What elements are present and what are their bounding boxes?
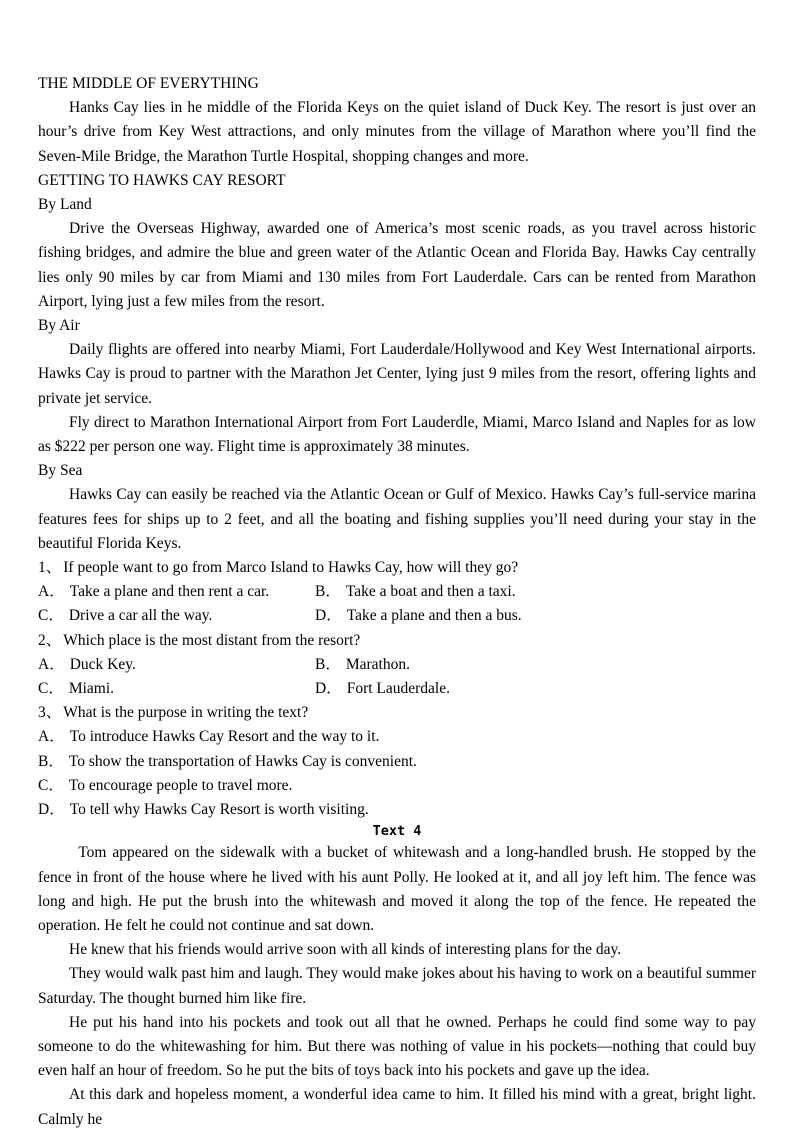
question-3-option-c	[38, 774, 756, 798]
question-3-option-d	[38, 798, 756, 822]
text4-section-heading: Text 4	[372, 823, 422, 840]
question-2	[38, 629, 756, 653]
question-2-number: 2、	[38, 631, 62, 649]
question-1	[38, 556, 756, 580]
text4-paragraph-4: He put his hand into his pockets and took out all that he owned. Perhaps he could find some way to pay someone to do the whitewashing for him. But there was nothing of value in his pockets—nothing that could buy even half an hour of freedom. So he put the bits of toys back into his pockets and gave up the idea.	[38, 1013, 756, 1080]
option-b-label: B．	[315, 583, 341, 601]
text4-paragraph-1: Tom appeared on the sidewalk with a bucket of whitewash and a long-handled brush. He stopped by the fence in front of the house where he lived with his aunt Polly. He looked at it, and all joy left him. The fence was long and high. He put the brush into the whitewash and moved it along the top of the fence. He repeated the operation. He felt he could not continue and sat down.	[38, 844, 756, 934]
by-air-paragraph-2: Fly direct to Marathon International Airport from Fort Lauderdle, Miami, Marco Island and Naples for as low as $222 per person one way. Flight time is approximately 38 minutes.	[38, 413, 756, 456]
option-b-text: Marathon.	[345, 655, 410, 673]
by-land-paragraph: Drive the Overseas Highway, awarded one of America’s most scenic roads, as you travel across historic fishing bridges, and admire the blue and green water of the Atlantic Ocean and Florida Bay. Hawks Cay centrally lies only 90 miles by car from Miami and 130 miles from Fort Lauderdale. Cars can be rented from Marathon Airport, lying just a few miles from the resort.	[38, 220, 756, 310]
option-d-text: To tell why Hawks Cay Resort is worth visiting.	[69, 801, 369, 819]
question-2-options-row-1	[38, 653, 756, 677]
option-a-text: Take a plane and then rent a car.	[69, 583, 270, 601]
question-3-number: 3、	[38, 704, 62, 722]
question-3-option-b	[38, 750, 756, 774]
question-1-option-a	[38, 580, 315, 604]
question-1-option-d	[315, 604, 756, 628]
option-c-text: Drive a car all the way.	[68, 607, 213, 625]
article-intro-paragraph: Hanks Cay lies in he middle of the Florida Keys on the quiet island of Duck Key. The resort is just over an hour’s drive from Key West attractions, and only minutes from the village of Marathon where you’ll find the Seven-Mile Bridge, the Marathon Turtle Hospital, shopping changes and more.	[38, 99, 756, 165]
option-a-label: A．	[38, 728, 65, 746]
option-c-label: C．	[38, 607, 64, 625]
option-a-text: To introduce Hawks Cay Resort and the way to it.	[69, 728, 380, 746]
option-b-text: Take a boat and then a taxi.	[345, 583, 516, 601]
question-2-option-b	[315, 653, 756, 677]
question-2-option-d	[315, 677, 756, 701]
option-b-text: To show the transportation of Hawks Cay is convenient.	[68, 752, 417, 770]
option-b-label: B．	[315, 655, 341, 673]
question-2-options-row-2	[38, 677, 756, 701]
option-a-label: A．	[38, 655, 65, 673]
option-c-text: To encourage people to travel more.	[68, 776, 293, 794]
question-1-option-c	[38, 604, 315, 628]
question-2-option-c	[38, 677, 315, 701]
option-c-text: Miami.	[68, 680, 115, 698]
option-d-label: D．	[315, 607, 342, 625]
text4-paragraph-2: He knew that his friends would arrive soon with all kinds of interesting plans for the day.	[69, 941, 622, 959]
text4-paragraph-3: They would walk past him and laugh. They would make jokes about his having to work on a beautiful summer Saturday. The thought burned him like fire.	[38, 965, 756, 1007]
getting-to-resort-heading: GETTING TO HAWKS CAY RESORT	[38, 171, 286, 189]
option-d-label: D．	[315, 680, 342, 698]
question-1-text: If people want to go from Marco Island to Hawks Cay, how will they go?	[63, 559, 519, 577]
text4-paragraph-5: At this dark and hopeless moment, a wonderful idea came to him. It filled his mind with a great, bright light. Calmly he	[38, 1086, 756, 1128]
question-3-text: What is the purpose in writing the text?	[63, 704, 309, 722]
by-land-heading: By Land	[38, 196, 92, 214]
question-1-options-row-2	[38, 604, 756, 628]
question-1-option-b	[315, 580, 756, 604]
option-c-label: C．	[38, 776, 64, 794]
by-air-paragraph-1: Daily flights are offered into nearby Miami, Fort Lauderdale/Hollywood and Key West International airports. Hawks Cay is proud to partner with the Marathon Jet Center, lying just 9 miles from the resort, offering lights and private jet service.	[38, 341, 756, 407]
by-sea-heading: By Sea	[38, 462, 83, 480]
question-1-options-row-1	[38, 580, 756, 604]
option-a-label: A．	[38, 583, 65, 601]
option-d-text: Fort Lauderdale.	[346, 680, 450, 698]
question-3	[38, 701, 756, 725]
option-a-text: Duck Key.	[69, 655, 136, 673]
by-air-heading: By Air	[38, 317, 80, 335]
option-d-text: Take a plane and then a bus.	[346, 607, 522, 625]
option-c-label: C．	[38, 680, 64, 698]
question-2-option-a	[38, 653, 315, 677]
question-1-number: 1、	[38, 559, 62, 577]
by-sea-paragraph: Hawks Cay can easily be reached via the Atlantic Ocean or Gulf of Mexico. Hawks Cay’s full-service marina features fees for ships up to 2 feet, and all the boating and fishing supplies you’ll need during your stay in the beautiful Florida Keys.	[38, 486, 756, 552]
question-2-text: Which place is the most distant from the resort?	[63, 631, 361, 649]
question-3-option-a	[38, 725, 756, 749]
option-d-label: D．	[38, 801, 65, 819]
option-b-label: B．	[38, 752, 64, 770]
article-title: THE MIDDLE OF EVERYTHING	[38, 75, 259, 92]
